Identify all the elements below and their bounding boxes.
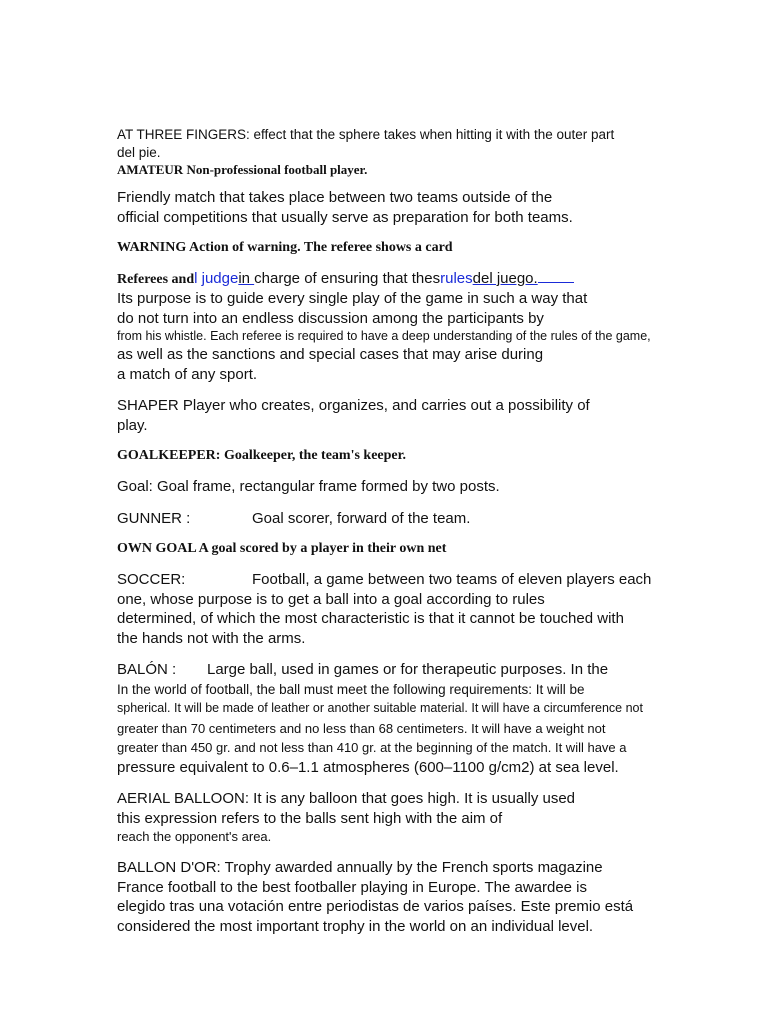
entry-gunner xyxy=(117,509,717,529)
entry-aerial-balloon xyxy=(117,789,717,846)
entry-term: GUNNER : xyxy=(117,509,191,527)
entry-text: reach the opponent's area. xyxy=(117,829,272,844)
entry-text: Friendly match that takes place between two teams outside of the xyxy=(117,189,553,206)
referee-mid-text: charge of ensuring that thes xyxy=(254,270,441,287)
entry-text: spherical. It will be made of leather or another suitable material. It will have a circumference not xyxy=(117,701,643,715)
referee-bold-term: Referees and xyxy=(117,272,195,287)
entry-text: AERIAL BALLOON: It is any balloon that goes high. It is usually used xyxy=(117,790,576,807)
entry-text: considered the most important trophy in the world on an individual level. xyxy=(117,917,594,935)
entry-definition: Football, a game between two teams of eleven players each xyxy=(252,571,652,588)
entry-definition: Large ball, used in games or for therapeutic purposes. In the xyxy=(207,661,609,678)
entry-text: del pie. xyxy=(117,145,161,160)
entry-text: greater than 450 gr. and not less than 410 gr. at the beginning of the match. It will have a xyxy=(117,740,627,755)
document-page xyxy=(117,126,717,936)
entry-text: play. xyxy=(117,416,148,434)
entry-own-goal xyxy=(117,540,717,558)
entry-text: BALLON D'OR: Trophy awarded annually by the French sports magazine xyxy=(117,859,603,876)
entry-text: the hands not with the arms. xyxy=(117,629,306,647)
entry-text: a match of any sport. xyxy=(117,365,258,383)
entry-text: AT THREE FINGERS: effect that the sphere takes when hitting it with the outer part xyxy=(117,127,615,142)
blank-underline xyxy=(538,269,574,283)
entry-referee xyxy=(117,269,717,384)
entry-goal xyxy=(117,477,717,497)
referee-end-text: del juego. xyxy=(472,270,538,287)
in-text: in xyxy=(238,270,255,287)
entry-text: this expression refers to the balls sent high with the aim of xyxy=(117,809,503,827)
entry-heading: AMATEUR Non-professional football player. xyxy=(117,162,368,177)
entry-text: France football to the best footballer playing in Europe. The awardee is xyxy=(117,878,588,896)
entry-text: do not turn into an endless discussion among the participants by xyxy=(117,309,544,327)
entry-term: BALÓN : xyxy=(117,661,177,678)
referee-first-line xyxy=(117,269,717,289)
entry-text: official competitions that usually serve as preparation for both teams. xyxy=(117,208,573,226)
entry-text: Its purpose is to guide every single play of the game in such a way that xyxy=(117,290,588,307)
entry-heading: OWN GOAL A goal scored by a player in their own net xyxy=(117,541,447,556)
entry-text: pressure equivalent to 0.6–1.1 atmospheres (600–1100 g/cm2) at sea level. xyxy=(117,758,619,776)
entry-friendly xyxy=(117,188,717,227)
rules-link[interactable]: rules xyxy=(440,270,473,287)
entry-text: one, whose purpose is to get a ball into a goal according to rules xyxy=(117,590,545,608)
entry-goalkeeper xyxy=(117,447,717,465)
entry-text: greater than 70 centimeters and no less than 68 centimeters. It will have a weight not xyxy=(117,720,606,736)
entry-definition: Goal scorer, forward of the team. xyxy=(252,509,471,527)
entry-term: SOCCER: xyxy=(117,571,186,588)
entry-text: elegido tras una votación entre periodistas de varios países. Este premio está xyxy=(117,898,634,915)
entry-text: determined, of which the most characteristic is that it cannot be touched with xyxy=(117,610,624,627)
entry-balon xyxy=(117,660,717,777)
entry-ballon-dor xyxy=(117,858,717,936)
entry-soccer xyxy=(117,570,717,648)
entry-amateur xyxy=(117,162,717,178)
entry-text: from his whistle. Each referee is required to have a deep understanding of the rules of the game, xyxy=(117,329,651,343)
entry-text: as well as the sanctions and special cases that may arise during xyxy=(117,346,544,363)
entry-heading: WARNING Action of warning. The referee shows a card xyxy=(117,240,453,255)
judge-link[interactable]: l judge xyxy=(194,270,239,287)
entry-text: SHAPER Player who creates, organizes, and carries out a possibility of xyxy=(117,397,590,414)
entry-heading: GOALKEEPER: Goalkeeper, the team's keeper. xyxy=(117,448,407,463)
entry-shaper xyxy=(117,396,717,435)
entry-text: In the world of football, the ball must meet the following requirements: It will be xyxy=(117,681,585,697)
entry-text: Goal: Goal frame, rectangular frame formed by two posts. xyxy=(117,478,500,495)
entry-warning xyxy=(117,239,717,257)
entry-three-fingers xyxy=(117,126,717,162)
